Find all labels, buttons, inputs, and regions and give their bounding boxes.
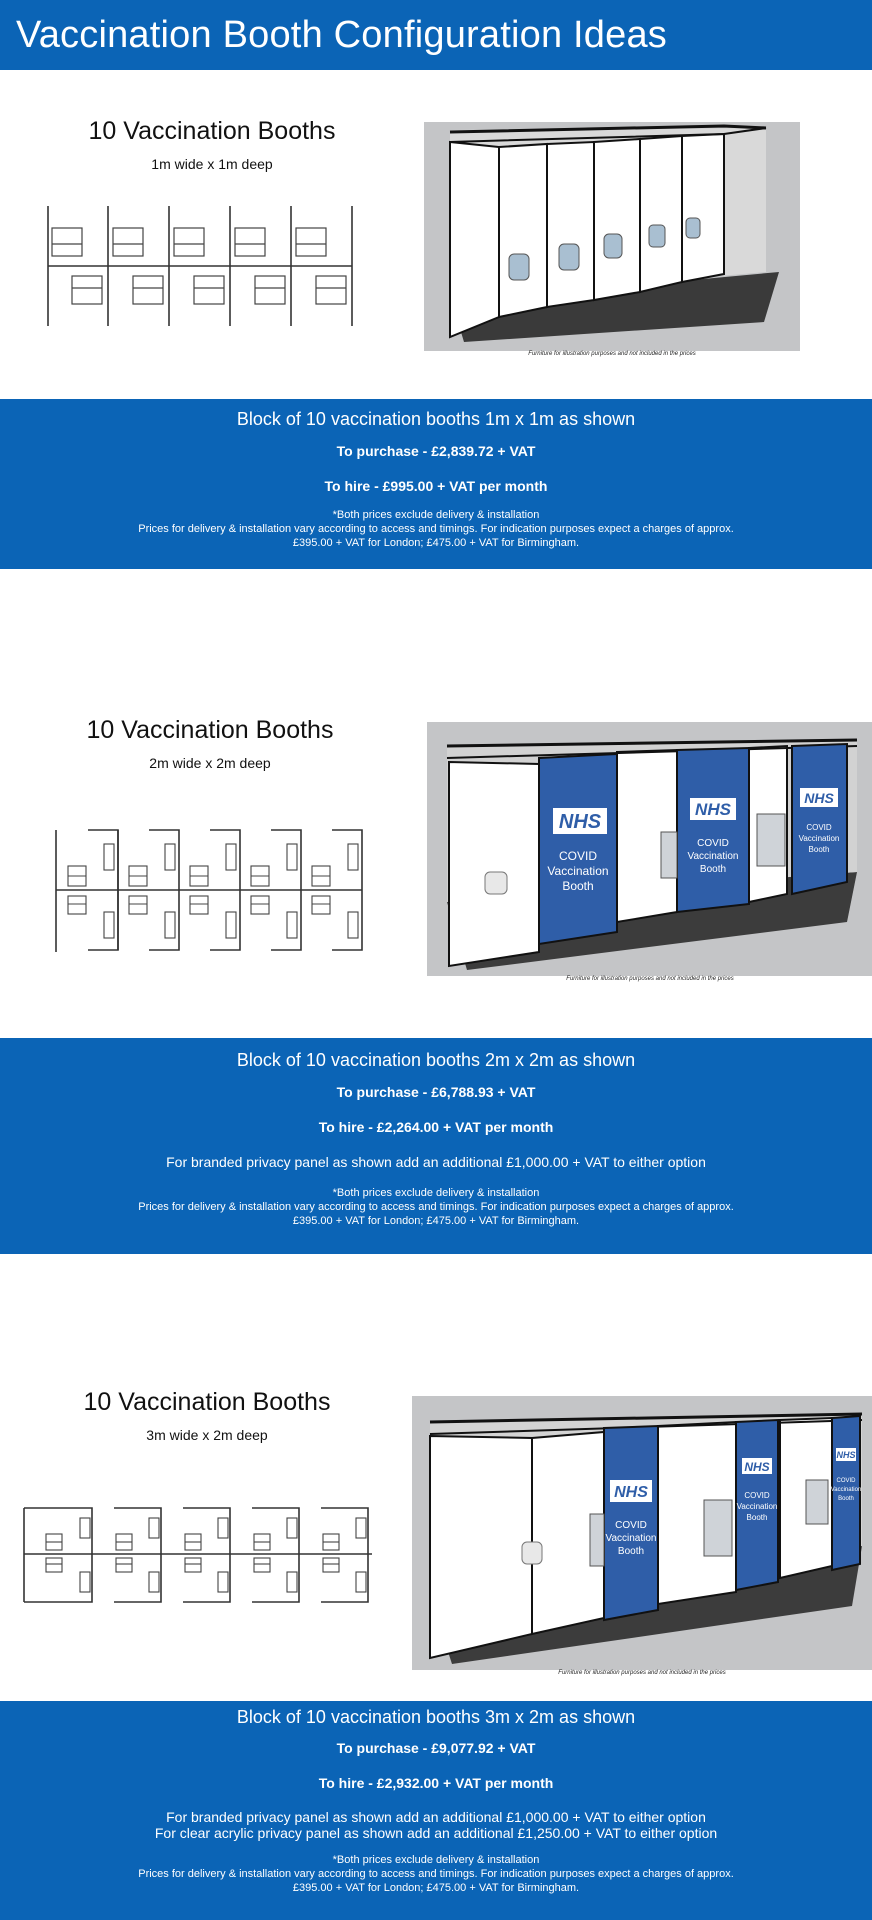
- svg-text:COVID: COVID: [697, 838, 729, 849]
- section-title: 10 Vaccination Booths: [88, 117, 336, 145]
- hire-price: To hire - £2,932.00 + VAT per month: [318, 1775, 554, 1791]
- nhs-logo-icon: [742, 1458, 772, 1474]
- purchase-price: To purchase - £9,077.92 + VAT: [336, 1740, 536, 1756]
- nhs-logo-icon: [690, 798, 736, 820]
- hire-price: To hire - £995.00 + VAT per month: [324, 478, 548, 494]
- svg-text:Vaccination: Vaccination: [736, 1502, 778, 1511]
- note-line: *Both prices exclude delivery & installation: [332, 509, 540, 521]
- hire-price: To hire - £2,264.00 + VAT per month: [318, 1119, 554, 1135]
- note-line: £395.00 + VAT for London; £475.00 + VAT for Birmingham.: [292, 1882, 580, 1894]
- floor-plan-3m-diagram: [18, 1504, 378, 1608]
- svg-text:Booth: Booth: [808, 845, 830, 854]
- svg-text:Booth: Booth: [562, 879, 594, 893]
- booth-render-1m-illustration: [424, 122, 800, 351]
- note-line: Prices for delivery & installation vary according to access and timings. For indication purposes expect a charges of approx.: [138, 523, 734, 535]
- booth-render-3m: [412, 1396, 872, 1670]
- booth-render-2m-illustration: [427, 722, 872, 976]
- svg-text:NHS: NHS: [836, 1450, 856, 1460]
- pricing-band-3m: [0, 1701, 872, 1920]
- section-dimensions: 2m wide x 2m deep: [149, 755, 271, 771]
- svg-text:Vaccination: Vaccination: [605, 1533, 657, 1544]
- floor-plan-2m-diagram: [50, 826, 370, 956]
- nhs-logo-icon: [836, 1448, 856, 1461]
- nhs-logo-icon: [800, 788, 838, 807]
- section-3-heading: [57, 1388, 357, 1443]
- svg-text:Vaccination: Vaccination: [798, 834, 840, 843]
- svg-text:NHS: NHS: [804, 790, 834, 806]
- image-caption: Furniture for illustration purposes and not included in the prices: [528, 351, 696, 357]
- purchase-price: To purchase - £6,788.93 + VAT: [336, 1084, 536, 1100]
- svg-text:Vaccination: Vaccination: [830, 1487, 862, 1493]
- band-title: Block of 10 vaccination booths 3m x 2m as shown: [236, 1707, 636, 1727]
- note-line: Prices for delivery & installation vary according to access and timings. For indication purposes expect a charges of approx.: [138, 1201, 734, 1213]
- section-dimensions: 3m wide x 2m deep: [146, 1427, 268, 1443]
- svg-text:Booth: Booth: [699, 864, 727, 875]
- svg-text:NHS: NHS: [695, 800, 731, 819]
- section-dimensions: 1m wide x 1m deep: [151, 156, 273, 172]
- section-2-heading: [60, 716, 360, 771]
- svg-text:COVID: COVID: [615, 1520, 647, 1531]
- svg-text:COVID: COVID: [558, 849, 598, 863]
- pricing-band-2m: [0, 1038, 872, 1254]
- section-1-heading: [62, 117, 362, 172]
- note-line: *Both prices exclude delivery & installation: [332, 1854, 540, 1866]
- svg-text:COVID: COVID: [806, 823, 832, 832]
- svg-text:Booth: Booth: [746, 1513, 768, 1522]
- option-line: For clear acrylic privacy panel as shown add an additional £1,250.00 + VAT to either option: [154, 1825, 718, 1841]
- note-line: Prices for delivery & installation vary according to access and timings. For indication purposes expect a charges of approx.: [138, 1868, 734, 1880]
- floor-plan-1m-diagram: [40, 200, 360, 330]
- booth-render-1m: [424, 122, 800, 351]
- svg-text:COVID: COVID: [744, 1491, 770, 1500]
- page-title: Vaccination Booth Configuration Ideas: [0, 0, 872, 70]
- note-line: £395.00 + VAT for London; £475.00 + VAT for Birmingham.: [292, 1215, 580, 1227]
- band-title: Block of 10 vaccination booths 2m x 2m as shown: [236, 1050, 636, 1070]
- note-line: £395.00 + VAT for London; £475.00 + VAT for Birmingham.: [292, 537, 580, 549]
- option-line: For branded privacy panel as shown add an additional £1,000.00 + VAT to either option: [166, 1809, 706, 1825]
- svg-text:Booth: Booth: [838, 1496, 854, 1502]
- note-line: *Both prices exclude delivery & installation: [332, 1187, 540, 1199]
- svg-text:Vaccination: Vaccination: [687, 851, 739, 862]
- svg-text:NHS: NHS: [744, 1460, 770, 1474]
- booth-render-3m-illustration: [412, 1396, 872, 1670]
- svg-text:NHS: NHS: [614, 1484, 648, 1501]
- svg-text:Vaccination: Vaccination: [547, 864, 609, 878]
- section-title: 10 Vaccination Booths: [86, 716, 334, 744]
- image-caption: Furniture for illustration purposes and not included in the prices: [558, 1670, 726, 1676]
- option-line: For branded privacy panel as shown add an additional £1,000.00 + VAT to either option: [166, 1154, 706, 1170]
- svg-text:NHS: NHS: [558, 811, 602, 833]
- svg-text:Booth: Booth: [617, 1546, 645, 1557]
- section-title: 10 Vaccination Booths: [83, 1388, 331, 1416]
- nhs-logo-icon: [553, 808, 607, 834]
- image-caption: Furniture for illustration purposes and not included in the prices: [566, 976, 734, 982]
- purchase-price: To purchase - £2,839.72 + VAT: [336, 443, 536, 459]
- pricing-band-1m: [0, 399, 872, 569]
- band-title: Block of 10 vaccination booths 1m x 1m as shown: [236, 409, 636, 429]
- nhs-logo-icon: [610, 1480, 652, 1502]
- booth-render-2m: [427, 722, 872, 976]
- svg-text:COVID: COVID: [836, 1478, 856, 1484]
